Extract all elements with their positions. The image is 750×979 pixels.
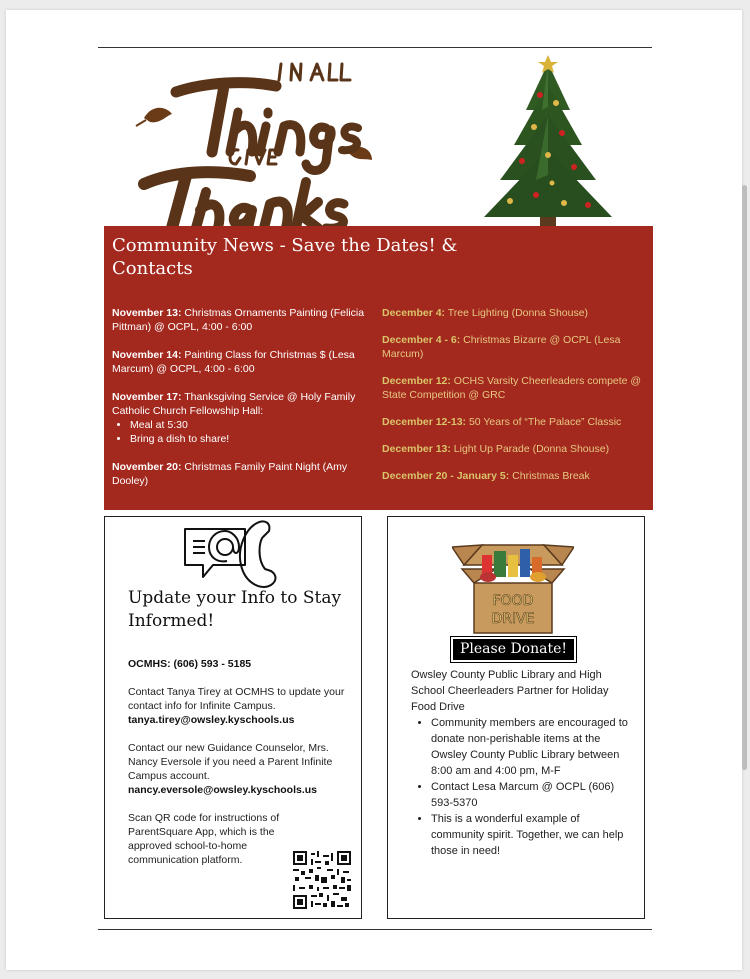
food-drive-intro: Owsley County Public Library and High School Cheerleaders Partner for Holiday Food Drive [411,669,609,713]
event-item [112,306,367,334]
top-rule [98,47,652,48]
event-item [112,390,367,446]
event-item [382,306,647,320]
tanya-contact: Contact Tanya Tirey at OCMHS to update your contact info for Infinite Campus. tanya.tirey@owsley.kyschools.us [128,686,345,726]
event-text: Christmas Family Paint Night (Amy Dooley) [112,461,348,487]
food-drive-bullet: • Contact Lesa Marcum @ OCPL (606) 593-5370 [431,779,633,811]
event-item [382,333,647,361]
please-donate-badge: Please Donate! [451,637,576,662]
event-item [382,442,647,456]
tanya-email-link[interactable]: tanya.tirey@owsley.kyschools.us [128,714,295,726]
event-item [382,415,647,429]
event-bullets [130,418,367,446]
event-item [112,460,367,488]
food-drive-body [411,667,633,859]
event-text: Painting Class for Christmas $ (Lesa Marcum) @ OCPL, 4:00 - 6:00 [112,349,355,375]
update-title: Update your Info to Stay Informed! [128,588,342,631]
document-page [6,10,742,970]
event-date: December 12: [382,375,451,387]
event-text: 50 Years of “The Palace” Classic [468,416,622,428]
event-date: December 12-13: [382,416,467,428]
food-drive-bullets [431,715,633,859]
event-text: Christmas Bizarre @ OCPL (Lesa Marcum) [382,334,621,360]
event-text: Christmas Ornaments Painting (Felicia Pittman) @ OCPL, 4:00 - 6:00 [112,307,365,333]
news-title: Community News - Save the Dates! & Contacts [112,235,458,279]
christmas-tree-icon [476,55,621,230]
event-item [382,374,647,402]
thanks-logo [126,52,376,237]
event-text: OCHS Varsity Cheerleaders compete @ State Competition @ GRC [382,375,642,401]
event-date: November 17: [112,391,182,403]
event-date: November 14: [112,349,182,361]
event-item [382,469,647,483]
contact-email-phone-icon [183,519,283,591]
december-events [382,306,647,496]
nancy-contact: Contact our new Guidance Counselor, Mrs. Nancy Eversole if you need a Parent Infinite Campus account. nancy.eversole@owsley.kyschools.us [128,742,333,796]
event-bullet: • Meal at 5:30 [130,418,367,432]
event-date: December 20 - January 5: [382,470,510,482]
update-info-box [104,516,362,919]
update-body [128,657,350,881]
event-date: November 20: [112,461,182,473]
event-date: December 4 - 6: [382,334,461,346]
food-drive-label-1: FOOD [492,593,534,609]
event-date: November 13: [112,307,182,319]
november-events [112,306,367,502]
community-news-panel [104,226,653,510]
food-drive-box-icon [452,525,574,637]
vertical-scrollbar[interactable] [742,185,747,770]
event-text: Thanksgiving Service @ Holy Family Catholic Church Fellowship Hall: [112,391,356,417]
food-drive-bullet: • Community members are encouraged to donate non-perishable items at the Owsley County Public Library between 8:00 am and 4:00 pm, M-F [431,715,633,779]
nancy-email-link[interactable]: nancy.eversole@owsley.kyschools.us [128,784,318,796]
event-text: Christmas Break [512,470,590,482]
event-date: December 4: [382,307,446,319]
food-drive-label-2: DRIVE [491,611,535,627]
leaf-left-icon [144,108,172,123]
food-drive-bullet: • This is a wonderful example of community spirit. Together, we can help those in need! [431,811,633,859]
event-bullet: • Bring a dish to share! [130,432,367,446]
event-text: Light Up Parade (Donna Shouse) [453,443,610,455]
food-drive-box [387,516,645,919]
phone-line: OCMHS: (606) 593 - 5185 [128,658,252,670]
event-text: Tree Lighting (Donna Shouse) [447,307,589,319]
qr-instructions: Scan QR code for instructions of ParentSquare App, which is the approved school-to-home communication platform. [128,812,280,866]
bottom-rule [98,929,652,930]
event-date: December 13: [382,443,451,455]
event-item [112,348,367,376]
qr-code-icon[interactable] [293,851,351,909]
